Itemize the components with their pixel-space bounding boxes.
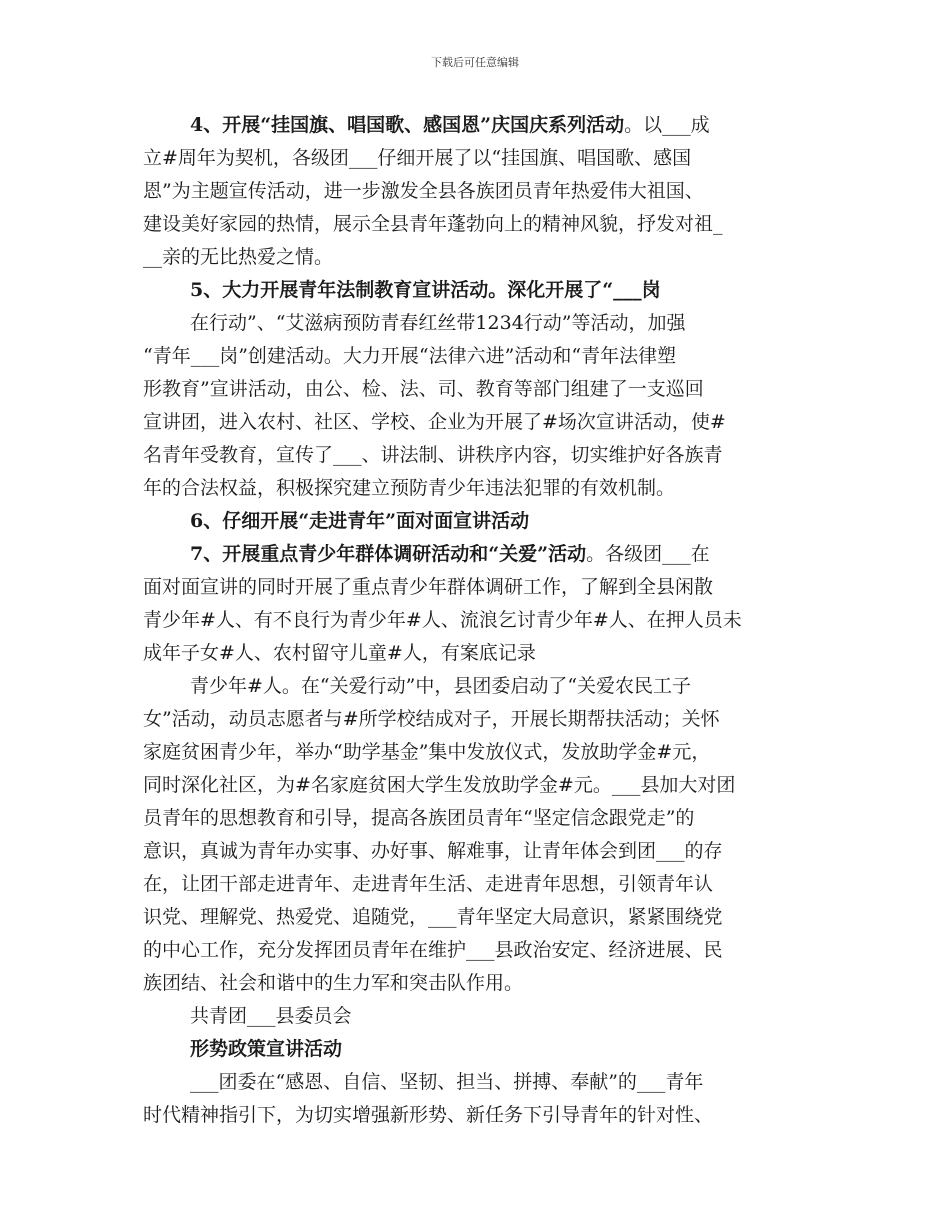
paragraph-line: 宣讲团，进入农村、社区、学校、企业为开展了#场次宣讲活动，使# [143, 411, 726, 433]
paragraph-line: 同时深化社区，为#名家庭贫困大学生发放助学金#元。___县加大对团 [143, 774, 736, 796]
paragraph-line: 年的合法权益，积极探究建立预防青少年违法犯罪的有效机制。 [143, 477, 676, 499]
paragraph-line: 4、开展“挂国旗、唱国歌、感国恩”庆国庆系列活动。以___成 [190, 114, 710, 136]
paragraph-line: 在行动”、“艾滋病预防青春红丝带1234行动”等活动，加强 [190, 312, 686, 334]
section-heading: 6、仔细开展“走进青年”面对面宣讲活动 [190, 510, 530, 532]
section-heading: 形势政策宣讲活动 [190, 1038, 343, 1060]
paragraph-line: 员青年的思想教育和引导，提高各族团员青年“坚定信念跟党走”的 [143, 807, 695, 829]
paragraph-line: 恩”为主题宣传活动，进一步激发全县各族团员青年热爱伟大祖国、 [143, 180, 704, 202]
paragraph-line: 时代精神指引下，为切实增强新形势、新任务下引导青年的针对性、 [143, 1104, 714, 1126]
paragraph-line: 青少年#人、有不良行为青少年#人、流浪乞讨青少年#人、在押人员未 [143, 609, 742, 631]
paragraph-line: “青年___岗”创建活动。大力开展“法律六进”活动和“青年法律塑 [143, 345, 677, 367]
paragraph-line: 7、开展重点青少年群体调研活动和“关爱”活动。各级团___在 [190, 543, 710, 565]
paragraph-line: 建设美好家园的热情，展示全县青年蓬勃向上的精神风貌，抒发对祖_ [143, 213, 723, 235]
section-heading: 5、大力开展青年法制教育宣讲活动。深化开展了“___岗 [190, 279, 661, 301]
page-header: 下载后可任意编辑 [431, 56, 519, 69]
paragraph-line: 名青年受教育，宣传了___、讲法制、讲秩序内容，切实维护好各族青 [143, 444, 723, 466]
paragraph-line: 家庭贫困青少年，举办“助学基金”集中发放仪式，发放助学金#元， [143, 741, 711, 763]
paragraph-line: 立#周年为契机，各级团___仔细开展了以“挂国旗、唱国歌、感国 [143, 147, 692, 169]
paragraph-line: 女”活动，动员志愿者与#所学校结成对子，开展长期帮扶活动；关怀 [143, 708, 720, 730]
paragraph-line: 在，让团干部走进青年、走进青年生活、走进青年思想，引领青年认 [143, 873, 714, 895]
paragraph-line: 的中心工作，充分发挥团员青年在维护___县政治安定、经济进展、民 [143, 939, 723, 961]
paragraph-line: 意识，真诚为青年办实事、办好事、解难事，让青年体会到团___的存 [143, 840, 723, 862]
paragraph-line: 族团结、社会和谐中的生力军和突击队作用。 [143, 972, 524, 994]
paragraph-line: __亲的无比热爱之情。 [143, 246, 334, 268]
paragraph-line: 识党、理解党、热爱党、追随党，___青年坚定大局意识，紧紧围绕党 [143, 906, 723, 928]
paragraph-line: 面对面宣讲的同时开展了重点青少年群体调研工作，了解到全县闲散 [143, 576, 714, 598]
paragraph-line: 青少年#人。在“关爱行动”中，县团委启动了“关爱农民工子 [190, 675, 692, 697]
paragraph-line: 成年子女#人、农村留守儿童#人，有案底记录 [143, 642, 536, 664]
paragraph-line: ___团委在“感恩、自信、坚韧、担当、拼搏、奉献”的___青年 [190, 1071, 704, 1093]
paragraph-line: 形教育”宣讲活动，由公、检、法、司、教育等部门组建了一支巡回 [143, 378, 704, 400]
signature-line: 共青团___县委员会 [190, 1005, 352, 1027]
